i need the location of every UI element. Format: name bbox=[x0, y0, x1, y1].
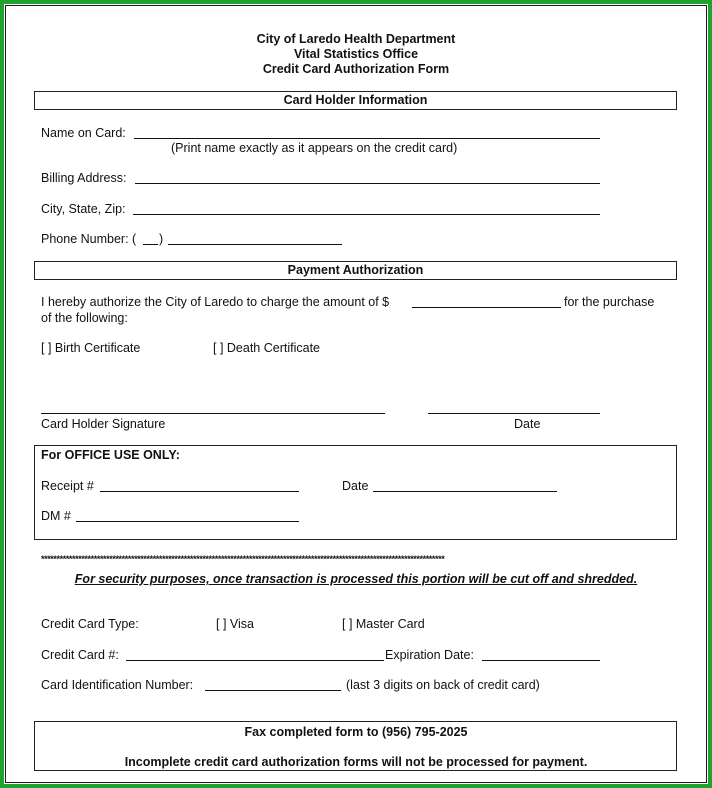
fax-instruction: Fax completed form to (956) 795-2025 bbox=[244, 725, 468, 739]
name-on-card-field[interactable] bbox=[134, 138, 600, 139]
phone-paren-close: ) bbox=[159, 232, 164, 246]
payment-section-title: Payment Authorization bbox=[287, 263, 424, 277]
phone-number-field[interactable] bbox=[168, 244, 342, 245]
city-state-zip-label: City, State, Zip: bbox=[41, 202, 126, 216]
card-holder-section-title: Card Holder Information bbox=[283, 93, 428, 107]
of-following-text: of the following: bbox=[41, 311, 128, 325]
name-on-card-hint: (Print name exactly as it appears on the credit card) bbox=[171, 141, 458, 155]
security-notice: For security purposes, once transaction is processed this portion will be cut off and shredded. bbox=[74, 572, 638, 586]
expiration-field[interactable] bbox=[482, 660, 600, 661]
death-certificate-checkbox[interactable]: [ ] Death Certificate bbox=[213, 341, 320, 355]
birth-certificate-checkbox[interactable]: [ ] Birth Certificate bbox=[41, 341, 141, 355]
card-id-hint: (last 3 digits on back of credit card) bbox=[346, 678, 540, 692]
signature-label: Card Holder Signature bbox=[41, 417, 166, 431]
purchase-text: for the purchase bbox=[564, 295, 655, 309]
card-holder-section-header bbox=[34, 91, 677, 110]
office-date-field[interactable] bbox=[373, 491, 557, 492]
payment-section-header bbox=[34, 261, 677, 280]
billing-address-label: Billing Address: bbox=[41, 171, 127, 185]
phone-label: Phone Number: ( bbox=[41, 232, 137, 246]
signature-date-label: Date bbox=[514, 417, 541, 431]
billing-address-field[interactable] bbox=[135, 183, 600, 184]
dm-field[interactable] bbox=[76, 521, 299, 522]
name-on-card-label: Name on Card: bbox=[41, 126, 126, 140]
header-department: City of Laredo Health Department bbox=[256, 32, 456, 46]
phone-area-code-field[interactable] bbox=[143, 244, 158, 245]
card-number-field[interactable] bbox=[126, 660, 384, 661]
signature-date-field[interactable] bbox=[428, 413, 600, 414]
receipt-field[interactable] bbox=[100, 491, 299, 492]
card-type-label: Credit Card Type: bbox=[41, 617, 139, 631]
card-id-label: Card Identification Number: bbox=[41, 678, 194, 692]
card-number-label: Credit Card #: bbox=[41, 648, 119, 662]
city-state-zip-field[interactable] bbox=[133, 214, 600, 215]
mastercard-checkbox[interactable]: [ ] Master Card bbox=[342, 617, 425, 631]
visa-checkbox[interactable]: [ ] Visa bbox=[216, 617, 254, 631]
cutoff-stars: ********************************************************************************************************************************** bbox=[41, 554, 445, 564]
incomplete-warning: Incomplete credit card authorization forms will not be processed for payment. bbox=[124, 755, 588, 769]
authorize-text: I hereby authorize the City of Laredo to charge the amount of $ bbox=[41, 295, 390, 309]
receipt-label: Receipt # bbox=[41, 479, 94, 493]
expiration-label: Expiration Date: bbox=[385, 648, 474, 662]
signature-field[interactable] bbox=[41, 413, 385, 414]
form-title: Credit Card Authorization Form bbox=[262, 62, 450, 76]
card-id-field[interactable] bbox=[205, 690, 341, 691]
form-page bbox=[5, 5, 707, 783]
dm-label: DM # bbox=[41, 509, 71, 523]
office-use-title: For OFFICE USE ONLY: bbox=[41, 448, 180, 462]
header-office: Vital Statistics Office bbox=[293, 47, 419, 61]
amount-field[interactable] bbox=[412, 307, 561, 308]
office-date-label: Date bbox=[342, 479, 369, 493]
